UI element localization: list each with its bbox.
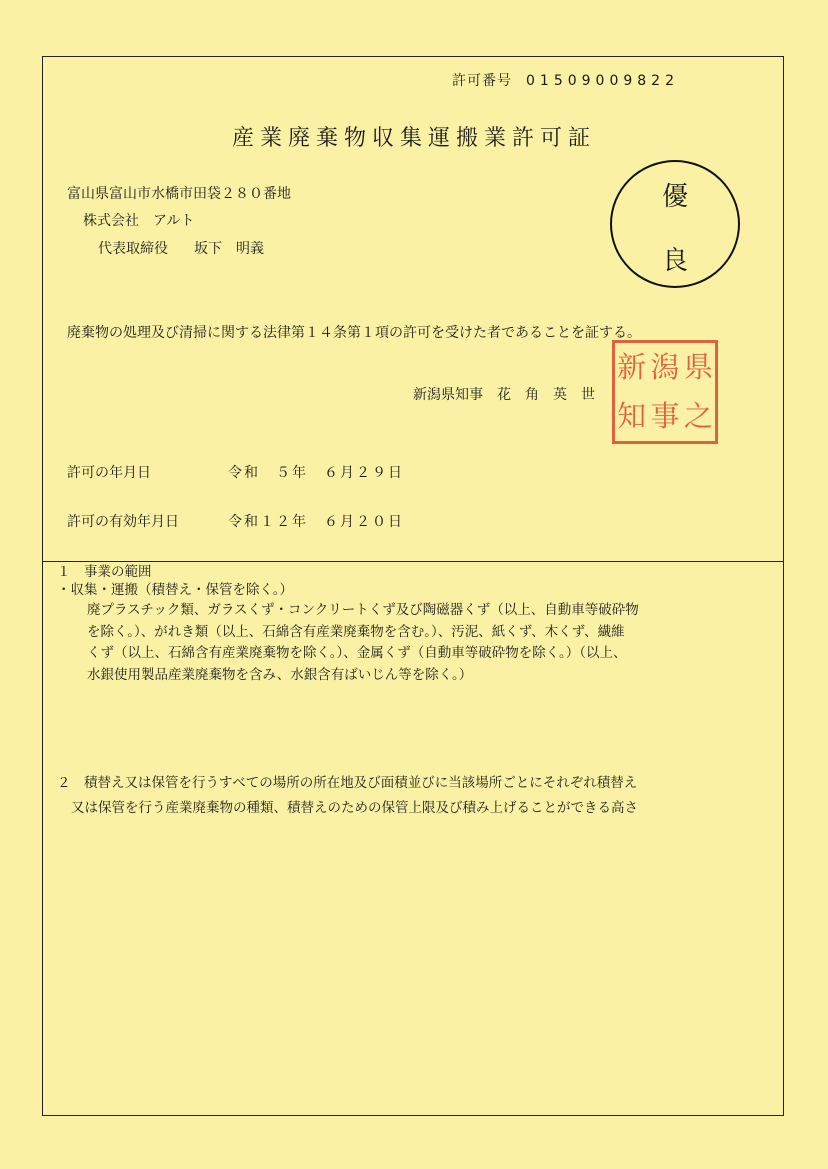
- scope-subheading: ・収集・運搬（積替え・保管を除く。）: [57, 582, 293, 598]
- scope-line: くず（以上、石綿含有産業廃棄物を除く。）、金属くず（自動車等破砕物を除く。）（以上、: [87, 645, 627, 661]
- section2-line-2: 又は保管を行う産業廃棄物の種類、積替えのための保管上限及び積み上げることができる高さ: [71, 800, 638, 816]
- seal-char: 知: [617, 399, 647, 433]
- page-title: 産業廃棄物収集運搬業許可証: [231, 126, 596, 151]
- seal-char: 新: [617, 350, 647, 384]
- badge-char-2: 良: [661, 246, 688, 276]
- permit-number-label: 許可番号: [452, 73, 512, 89]
- rep-title: 代表取締役: [98, 241, 168, 257]
- rep-name: 坂下 明義: [194, 241, 264, 257]
- valid-date-label: 許可の有効年月日: [67, 514, 179, 530]
- scope-heading: １ 事業の範囲: [57, 564, 152, 580]
- holder-company: 株式会社 アルト: [83, 213, 195, 229]
- badge-char-1: 優: [661, 182, 688, 212]
- seal-char: 之: [683, 399, 713, 433]
- seal-char: 潟: [650, 350, 680, 384]
- scope-line: 水銀使用製品産業廃棄物を含み、水銀含有ばいじん等を除く。）: [87, 666, 473, 683]
- holder-representative: [98, 239, 264, 259]
- section-divider: [42, 561, 784, 562]
- certification-statement: 廃棄物の処理及び清掃に関する法律第１４条第１項の許可を受けた者であることを証する。: [67, 325, 641, 341]
- scope-paragraph: [87, 600, 777, 686]
- section2-line-1: ２ 積替え又は保管を行うすべての場所の所在地及び面積並びに当該場所ごとにそれぞれ積替え: [57, 775, 638, 791]
- seal-char: 県: [683, 350, 713, 384]
- issue-date-label: 許可の年月日: [67, 465, 151, 481]
- excellent-badge: [610, 160, 740, 288]
- permit-number: [452, 71, 679, 91]
- issue-date-value: 令和 ５年 ６月２９日: [228, 465, 404, 481]
- permit-number-value: 01509009822: [526, 73, 679, 89]
- issuer-governor: 新潟県知事 花 角 英 世: [413, 387, 595, 403]
- valid-date-value: 令和１２年 ６月２０日: [228, 514, 404, 530]
- scope-line: を除く。）、がれき類（以上、石綿含有産業廃棄物を含む。）、汚泥、紙くず、木くず、繊維: [87, 623, 625, 640]
- holder-address: 富山県富山市水橋市田袋２８０番地: [67, 186, 291, 202]
- official-seal-stamp: [612, 340, 718, 444]
- seal-char: 事: [650, 399, 680, 433]
- scope-line: 廃プラスチック類、ガラスくず・コンクリートくず及び陶磁器くず（以上、自動車等破砕物: [87, 602, 639, 618]
